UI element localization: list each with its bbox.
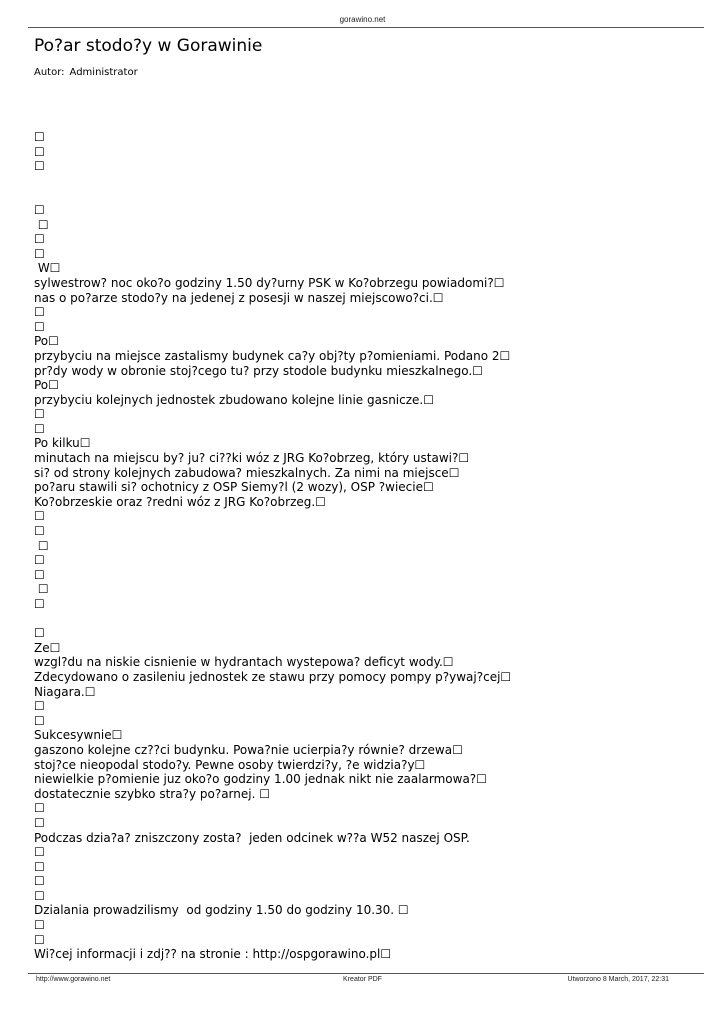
- article-line: ☐: [34, 232, 45, 247]
- article-line: sylwestrow? noc oko?o godziny 1.50 dy?urny PSK w Ko?obrzegu powiadomi?☐: [34, 275, 505, 290]
- article-line: ☐: [34, 421, 45, 436]
- article-line: ☐: [34, 859, 45, 874]
- article-line: [34, 174, 694, 189]
- article-line: ☐: [34, 699, 45, 714]
- article-line: niewielkie p?omienie juz oko?o godziny 1.00 jednak nikt nie zaalarmowa?☐: [34, 772, 487, 787]
- article-line: ☐: [34, 509, 45, 524]
- article-line: wzgl?du na niskie cisnienie w hydrantach wystepowa? deficyt wody.☐: [34, 655, 454, 670]
- article-line: Ko?obrzeskie oraz ?redni wóz z JRG Ko?obrzeg.☐: [34, 494, 326, 509]
- article-body: [34, 130, 694, 962]
- article-line: Podczas dzia?a? zniszczony zosta? jeden odcinek w??a W52 naszej OSP.: [34, 830, 470, 845]
- author-label: Autor:: [34, 67, 65, 78]
- footer-url: http://www.gorawino.net: [36, 976, 111, 983]
- article-line: ☐: [34, 305, 45, 320]
- article-line: Niagara.☐: [34, 684, 96, 699]
- article-line: ☐: [34, 582, 49, 597]
- article-line: minutach na miejscu by? ju? ci??ki wóz z JRG Ko?obrzeg, który ustawi?☐: [34, 451, 470, 466]
- author-line: [34, 67, 138, 78]
- footer-created-date: Utworzono 8 March, 2017, 22:31: [567, 976, 669, 983]
- article-line: przybyciu kolejnych jednostek zbudowano kolejne linie gasnicze.☐: [34, 392, 434, 407]
- article-line: ☐: [34, 918, 45, 933]
- article-line: po?aru stawili si? ochotnicy z OSP Siemy?l (2 wozy), OSP ?wiecie☐: [34, 480, 434, 495]
- article-line: ☐: [34, 202, 45, 217]
- article-line: przybyciu na miejsce zastalismy budynek ca?y obj?ty p?omieniami. Podano 2☐: [34, 348, 511, 363]
- article-line: Ze☐: [34, 640, 61, 655]
- article-line: Po kilku☐: [34, 436, 91, 451]
- article-line: ☐: [34, 801, 45, 816]
- article-line: dostatecznie szybko stra?y po?arnej. ☐: [34, 786, 270, 801]
- author-name: Administrator: [69, 67, 138, 78]
- article-line: ☐: [34, 159, 45, 174]
- footer-divider: [28, 973, 704, 974]
- article-line: [34, 188, 694, 203]
- article-line: nas o po?arze stodo?y na jedenej z posesji w naszej miejscowo?ci.☐: [34, 290, 444, 305]
- article-line: ☐: [34, 319, 45, 334]
- article-line: ☐: [34, 845, 45, 860]
- article-line: ☐: [34, 407, 45, 422]
- article-line: ☐: [34, 524, 45, 539]
- article-line: ☐: [34, 815, 45, 830]
- article-line: Dzialania prowadzilismy od godziny 1.50 do godziny 10.30. ☐: [34, 903, 409, 918]
- article-line: ☐: [34, 888, 45, 903]
- article-line: ☐: [34, 553, 45, 568]
- article-line: ☐: [34, 626, 45, 641]
- article-line: ☐: [34, 217, 49, 232]
- article-line: si? od strony kolejnych zabudowa? mieszkalnych. Za nimi na miejsce☐: [34, 465, 460, 480]
- article-line: stoj?ce nieopodal stodo?y. Pewne osoby twierdzi?y, ?e widzia?y☐: [34, 757, 426, 772]
- article-line: ☐: [34, 567, 45, 582]
- article-line: Sukcesywnie☐: [34, 728, 123, 743]
- article-line: pr?dy wody w obronie stoj?cego tu? przy stodole budynku mieszkalnego.☐: [34, 363, 483, 378]
- article-line: Po☐: [34, 378, 59, 393]
- article-line: ☐: [34, 144, 45, 159]
- article-line: ☐: [34, 246, 45, 261]
- article-title: Po?ar stodo?y w Gorawinie: [34, 36, 263, 56]
- article-line: ☐: [34, 874, 45, 889]
- site-header: gorawino.net: [339, 15, 386, 24]
- article-line: W☐: [34, 261, 61, 276]
- article-line: Po☐: [34, 334, 59, 349]
- article-line: ☐: [34, 538, 49, 553]
- article-line: gaszono kolejne cz??ci budynku. Powa?nie ucierpia?y równie? drzewa☐: [34, 742, 463, 757]
- header-divider: [28, 27, 704, 28]
- article-line: ☐: [34, 713, 45, 728]
- article-line: [34, 612, 694, 627]
- article-line: Wi?cej informacji i zdj?? na stronie : http://ospgorawino.pl☐: [34, 947, 392, 962]
- article-line: ☐: [34, 130, 45, 144]
- article-line: ☐: [34, 932, 45, 947]
- footer-creator: Kreator PDF: [343, 976, 382, 983]
- article-line: Zdecydowano o zasileniu jednostek ze stawu przy pomocy pompy p?ywaj?cej☐: [34, 669, 512, 684]
- article-line: ☐: [34, 597, 45, 611]
